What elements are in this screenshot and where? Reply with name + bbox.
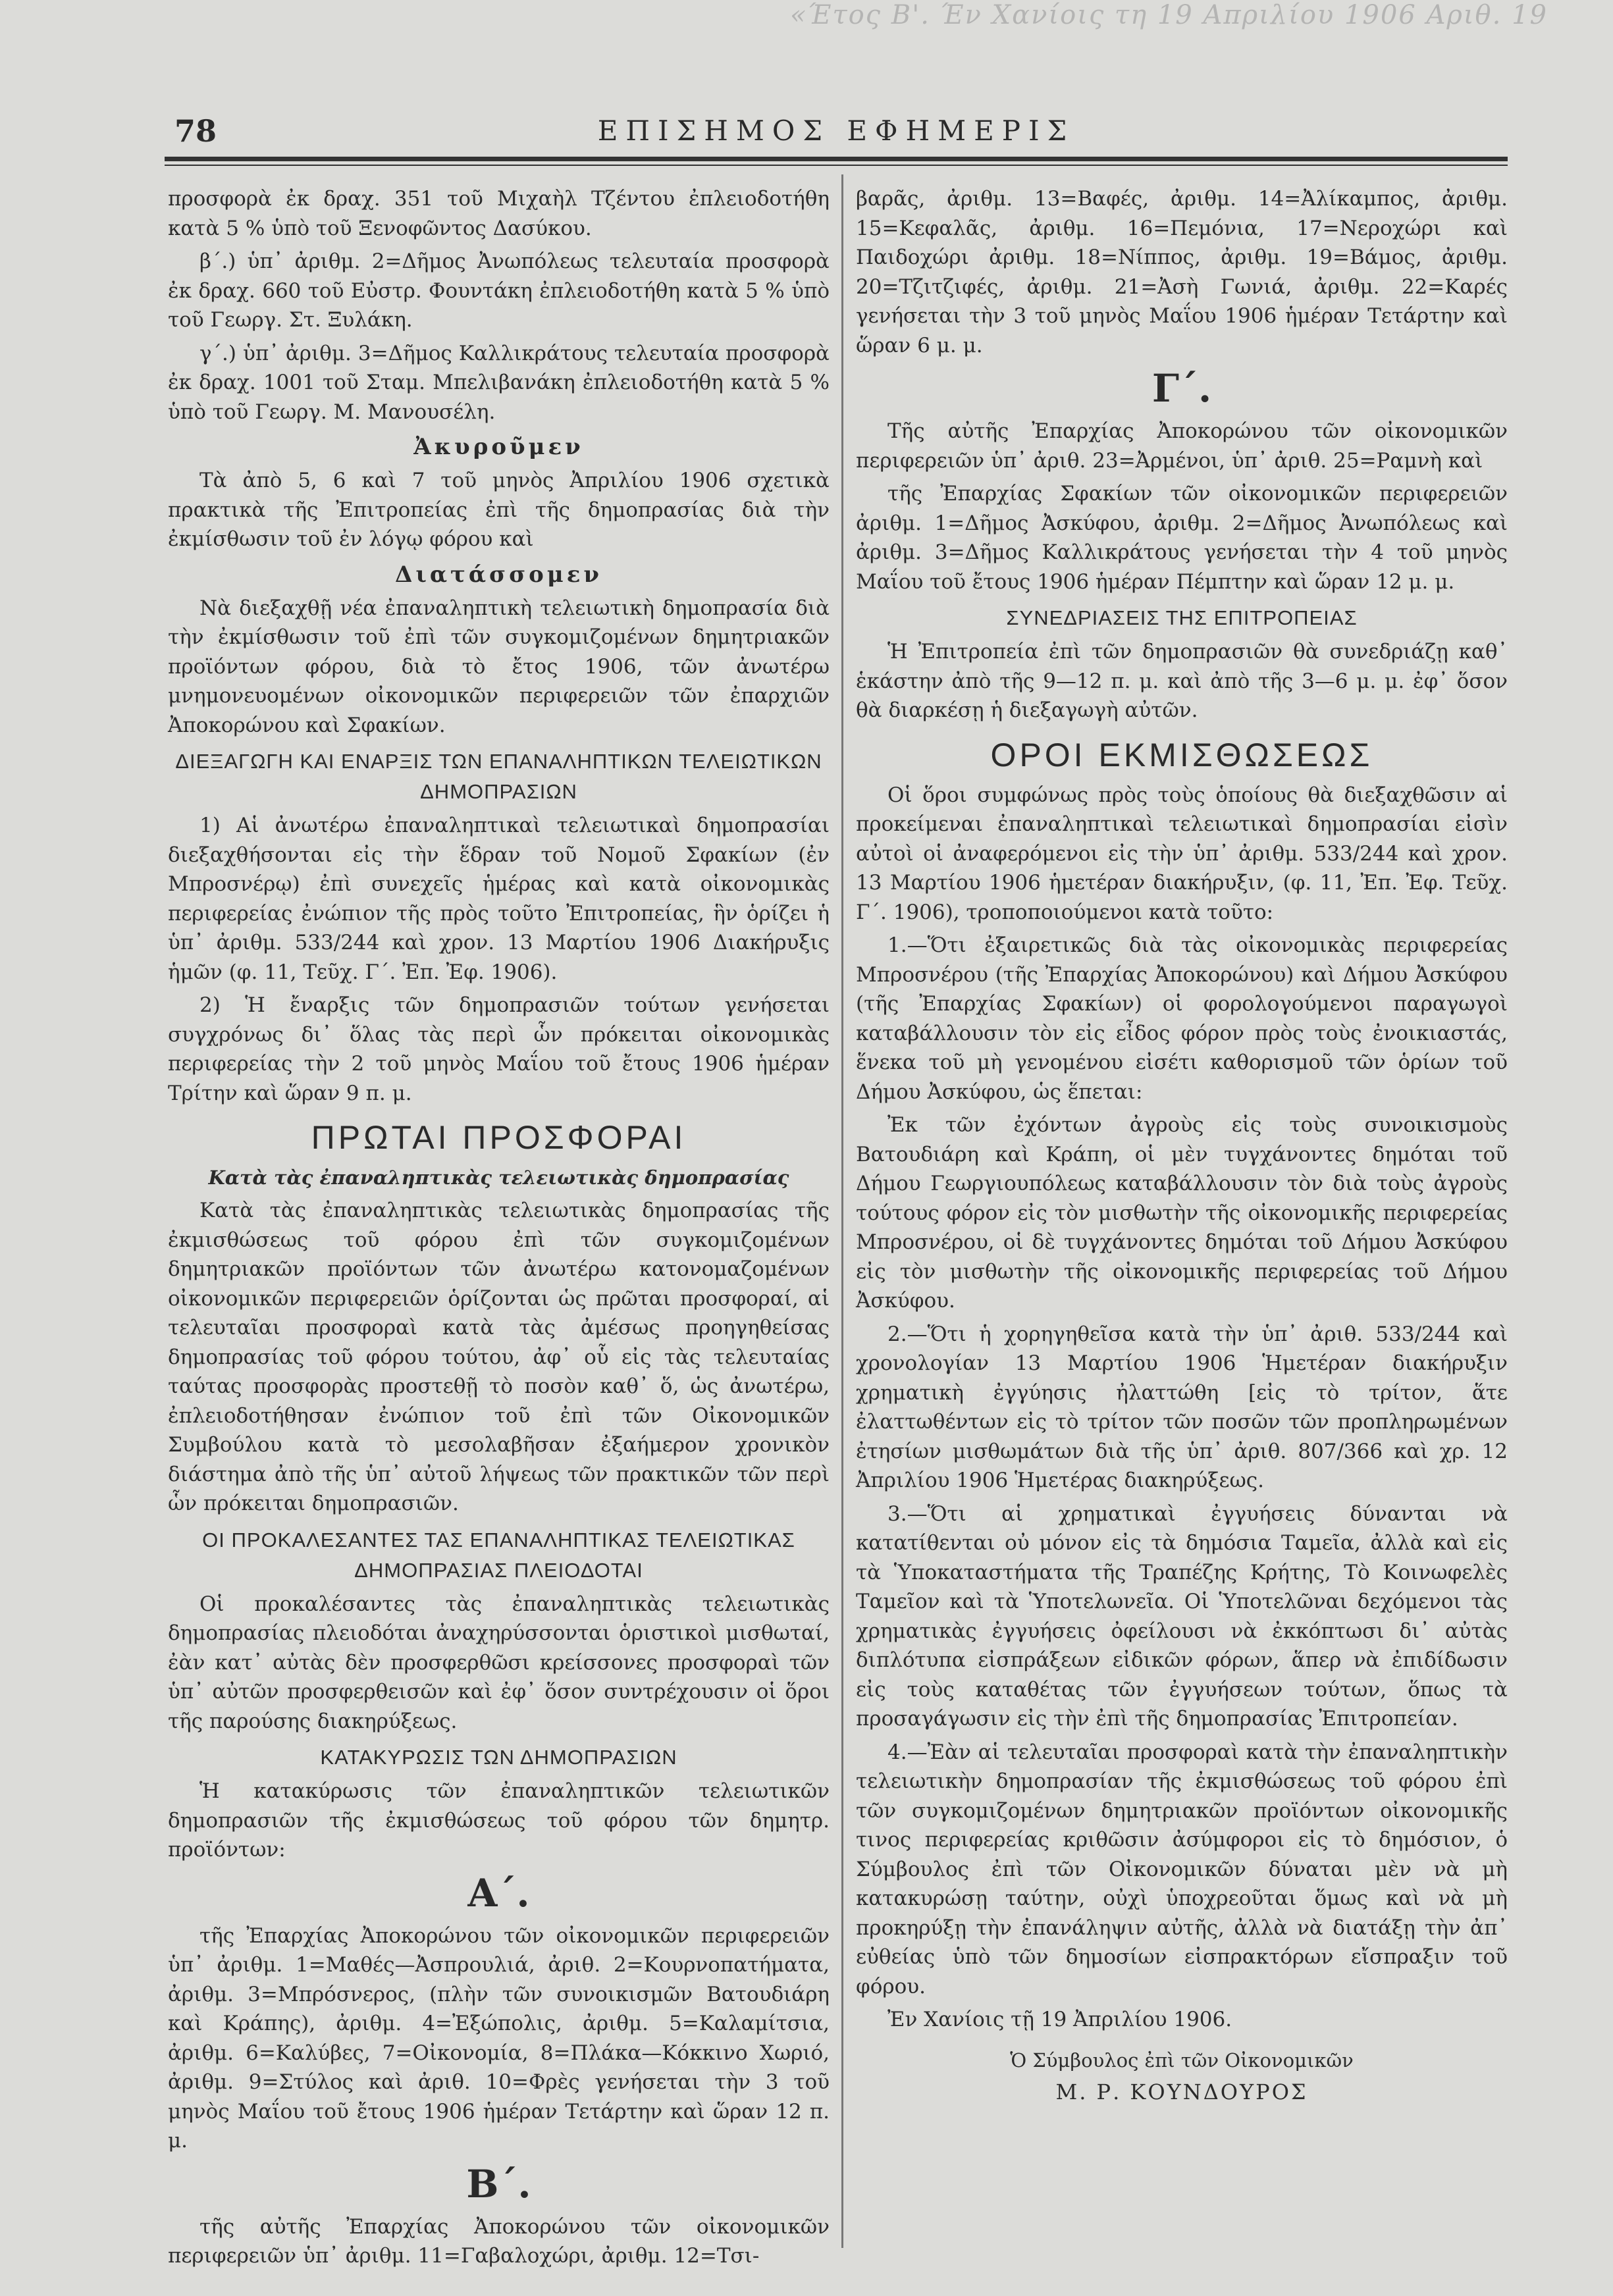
paragraph: βαρᾶς, ἀριθμ. 13=Βαφές, ἀριθμ. 14=Ἀλίκαμπος, ἀριθμ. 15=Κεφαλᾶς, ἀριθμ. 16=Πεμόνια, 17=Νεροχώρι καὶ Παιδοχώρι ἀριθμ. 18=Νίππος, ἀριθμ. 19=Βάμος, ἀριθμ. 20=Τζιτζιφές, ἀριθμ. 21=Ἀσὴ Γωνιά, ἀριθμ. 22=Καρές γενήσεται τὴν 3 τοῦ μηνὸς Μαΐου 1906 ἡμέραν Τετάρτην καὶ ὥραν 6 μ. μ. [856, 187, 1508, 357]
paragraph: Ἡ κατακύρωσις τῶν ἐπαναληπτικῶν τελειωτικῶν δημοπρασιῶν τῆς ἐκμισθώσεως τοῦ φόρου τῶν δημητρ. προϊόντων: [168, 1779, 830, 1862]
paragraph: Ἡ Ἐπιτροπεία ἐπὶ τῶν δημοπρασιῶν θὰ συνεδριάζῃ καθ᾽ ἑκάστην ἀπὸ τῆς 9—12 π. μ. καὶ ἀπὸ τῆς 3—6 μ. μ. ἐφ᾽ ὅσον θὰ διαρκέσῃ ἡ διεξαγωγὴ αὐτῶν. [856, 640, 1508, 722]
subheading: Κατὰ τὰς ἐπαναληπτικὰς τελειωτικὰς δημοπρασίας [208, 1166, 789, 1189]
paragraph: 2) Ἡ ἔναρξις τῶν δημοπρασιῶν τούτων γενήσεται συγχρόνως δι᾽ ὅλας τὰς περὶ ὧν πρόκειται οἰκονομικὰς περιφερείας τὴν 2 τοῦ μηνὸς Μαΐου τοῦ ἔτους 1906 ἡμέραν Τρίτην καὶ ὥραν 9 π. μ. [168, 993, 830, 1105]
section-letter: Β΄. [466, 2161, 531, 2206]
paragraph: 1) Αἱ ἀνωτέρω ἐπαναληπτικαὶ τελειωτικαὶ δημοπρασίαι διεξαχθήσονται εἰς τὴν ἕδραν τοῦ Νομοῦ Σφακίων (ἐν Μπροσνέρῳ) ἐπὶ συνεχεῖς ἡμέρας καὶ κατὰ οἰκονομικὰς περιφερείας ἐνώπιον τῆς πρὸς τοῦτο Ἐπιτροπείας, ἣν ὁρίζει ἡ ὑπ᾽ ἀριθμ. 533/244 καὶ χρον. 13 Μαρτίου 1906 Διακήρυξις ἡμῶν (φ. 11, Τεῦχ. Γ΄. Ἐπ. Ἐφ. 1906). [168, 814, 830, 984]
paragraph: τῆς αὐτῆς Ἐπαρχίας Ἀποκορώνου τῶν οἰκονομικῶν περιφερειῶν ὑπ᾽ ἀριθμ. 11=Γαβαλοχώρι, ἀριθμ. 12=Τσι- [168, 2214, 830, 2268]
paragraph: Κατὰ τὰς ἐπαναληπτικὰς τελειωτικὰς δημοπρασίας τῆς ἐκμισθώσεως τοῦ φόρου ἐπὶ τῶν συγκομιζομένων δημητριακῶν προϊόντων τῶν ἀνωτέρω κατονομαζομένων οἰκονομικῶν περιφερειῶν ὁρίζονται ὡς πρῶται προσφοραί, αἱ τελευταῖαι προσφοραὶ κατὰ τὰς ἀμέσως προηγηθείσας δημοπρασίας τοῦ φόρου τούτου, ἀφ᾽ οὗ εἰς τὰς τελευταίας ταύτας προσφορὰς προστεθῇ τὸ ποσὸν καθ᾽ ὅ, ὡς ἀνωτέρω, ἐπλειοδοτήθησαν ἐνώπιον τοῦ ἐπὶ τῶν Οἰκονομικῶν Συμβούλου κατὰ τὸ μεσολαβῆσαν ἐξαήμερον χρονικὸν διάστημα ἀπὸ τῆς ὑπ᾽ αὐτοῦ λήψεως τῶν πρακτικῶν τῶν περὶ ὧν πρόκειται δημοπρασιῶν. [168, 1199, 830, 1515]
paragraph: 3.—Ὅτι αἱ χρηματικαὶ ἐγγυήσεις δύνανται νὰ κατατίθενται οὐ μόνον εἰς τὰ δημόσια Ταμεῖα, ἀλλὰ καὶ εἰς τὰ Ὑποκαταστήματα τῆς Τραπέζης Κρήτης, Τὸ Κοινωφελὲς Ταμεῖον καὶ τὰ Ὑποτελωνεῖα. Οἱ Ὑποτελῶναι δεχόμενοι τὰς χρηματικὰς ἐγγυήσεις ὀφείλουσι νὰ ἐκκόπτωσι δι᾽ αὐτὰς διπλότυπα εἰσπράξεων εἰδικῶν φόρων, ἅπερ νὰ ἐπιδίδωσιν εἰς τοὺς καταθέτας τῶν ἐγγυήσεων τούτων, ὅπως τὰ προσαγάγωσιν εἰς τὴν ἐπὶ τῆς δημοπρασίας Ἐπιτροπείαν. [856, 1501, 1508, 1731]
section-heading-large: ΟΡΟΙ ΕΚΜΙΣΘΩΣΕΩΣ [990, 736, 1373, 773]
section-heading: Διατάσσομεν [395, 561, 602, 588]
bleed-through-text: «Έτος Β'. Έν Χανίοις τη 19 Απριλίου 1906 Αριθ. 19 [790, 0, 1548, 30]
paragraph: τῆς Ἐπαρχίας Ἀποκορώνου τῶν οἰκονομικῶν περιφερειῶν ὑπ᾽ ἀριθμ. 1=Μαθές—Ἀσπρουλιά, ἀριθ. 2=Κουρνοπατήματα, ἀριθμ. 3=Μπρόσνερος, (πλὴν τῶν συνοικισμῶν Βατουδιάρη καὶ Κράπης), ἀριθμ. 4=Ἐξώπολις, ἀριθμ. 5=Καλαμίτσια, ἀριθμ. 6=Καλύβες, 7=Οἰκονομία, 8=Πλάκα—Κόκκινο Χωριό, ἀριθμ. 9=Στύλος καὶ ἀριθ. 10=Φρὲς γενήσεται τὴν 3 τοῦ μηνὸς Μαΐου τοῦ ἔτους 1906 ἡμέραν Τετάρτην καὶ ὥραν 12 π. μ. [168, 1923, 830, 2152]
section-heading: ΣΥΝΕΔΡΙΑΣΕΙΣ ΤΗΣ ΕΠΙΤΡΟΠΕΙΑΣ [1006, 606, 1358, 629]
paragraph: Νὰ διεξαχθῇ νέα ἐπαναληπτικὴ τελειωτικὴ δημοπρασία διὰ τὴν ἐκμίσθωσιν τοῦ ἐπὶ τῶν συγκομιζομένων δημητριακῶν προϊόντων φόρου, διὰ τὸ ἔτος 1906, τῶν ἀνωτέρω μνημονευομένων οἰκονομικῶν περιφερειῶν τῶν ἐπαρχιῶν Ἀποκορώνου καὶ Σφακίων. [168, 596, 830, 737]
paragraph: Οἱ ὅροι συμφώνως πρὸς τοὺς ὁποίους θὰ διεξαχθῶσιν αἱ προκείμεναι ἐπαναληπτικαὶ τελειωτικαὶ δημοπρασίαι εἰσὶν αὐτοὶ οἱ ἀναφερόμενοι εἰς τὴν ὑπ᾽ ἀριθμ. 533/244 καὶ χρον. 13 Μαρτίου 1906 ἡμετέραν διακήρυξιν, (φ. 11, Ἐπ. Ἐφ. Τεῦχ. Γ΄. 1906), τροποποιούμενοι κατὰ τοῦτο: [856, 783, 1508, 924]
running-title: ΕΠΙΣΗΜΟΣ ΕΦΗΜΕΡΙΣ [597, 115, 1075, 147]
header-rule-thick [165, 157, 1508, 161]
right-column [856, 184, 1508, 2110]
paragraph: γ΄.) ὑπ᾽ ἀριθμ. 3=Δῆμος Καλλικράτους τελευταία προσφορὰ ἐκ δραχ. 1001 τοῦ Σταμ. Μπελιβανάκη ἐπλειοδοτήθη κατὰ 5 % ὑπὸ τοῦ Γεωργ. Μ. Μανουσέλη. [168, 341, 830, 424]
paragraph: Οἱ προκαλέσαντες τὰς ἐπαναληπτικὰς τελειωτικὰς δημοπρασίας πλειοδόται ἀναχηρύσσονται ὁριστικοὶ μισθωταί, ἐὰν κατ᾽ αὐτὰς δὲν προσφερθῶσι κρείσσονες προσφοραὶ τῶν ὑπ᾽ αὐτῶν προσφερθεισῶν καὶ ἐφ᾽ ὅσον συντρέχουσιν οἱ ὅροι τῆς παρούσης διακηρύξεως. [168, 1592, 830, 1733]
left-column [168, 184, 830, 2275]
paragraph: 2.—Ὅτι ἡ χορηγηθεῖσα κατὰ τὴν ὑπ᾽ ἀριθ. 533/244 καὶ χρονολογίαν 13 Μαρτίου 1906 Ἡμετέραν διακήρυξιν χρηματικὴ ἐγγύησις ἠλαττώθη [εἰς τὸ τρίτον, ἅτε ἐλαττωθέντων εἰς τὸ τρίτον τῶν ποσῶν τῶν προπληρωμένων ἐτησίων μισθωμάτων διὰ τῆς ὑπ᾽ ἀριθ. 807/366 καὶ χρ. 12 Ἀπριλίου 1906 Ἡμετέρας διακηρύξεως. [856, 1322, 1508, 1492]
paragraph: Ἐκ τῶν ἐχόντων ἀγροὺς εἰς τοὺς συνοικισμοὺς Βατουδιάρη καὶ Κράπη, οἱ μὲν τυγχάνοντες δημόται τοῦ Δήμου Γεωργιουπόλεως καταβάλλουσιν τὸν διὰ τοὺς ἀγροὺς τούτους φόρον εἰς τὸν μισθωτὴν τῆς οἰκονομικῆς περιφερείας Μπροσνέρου, οἱ δὲ τυγχάνοντες δημόται τοῦ Δήμου Ἀσκύφου εἰς τὸν μισθωτὴν τῆς οἰκονομικῆς περιφερείας τοῦ Δήμου Ἀσκύφου. [856, 1113, 1508, 1313]
section-heading: ΟΙ ΠΡΟΚΑΛΕΣΑΝΤΕΣ ΤΑΣ ΕΠΑΝΑΛΗΠΤΙΚΑΣ ΤΕΛΕΙΩΤΙΚΑΣ ΔΗΜΟΠΡΑΣΙΑΣ ΠΛΕΙΟΔΟΤΑΙ [202, 1528, 795, 1582]
paragraph: προσφορὰ ἐκ δραχ. 351 τοῦ Μιχαὴλ Τζέντου ἐπλειοδοτήθη κατὰ 5 % ὑπὸ τοῦ Ξενοφῶντος Δασύκου. [168, 187, 830, 240]
paragraph: Τὰ ἀπὸ 5, 6 καὶ 7 τοῦ μηνὸς Ἀπριλίου 1906 σχετικὰ πρακτικὰ τῆς Ἐπιτροπείας ἐπὶ τῆς δημοπρασίας διὰ τὴν ἐκμίσθωσιν τοῦ ἐν λόγῳ φόρου καὶ [168, 469, 830, 551]
section-letter: Α΄. [467, 1870, 530, 1916]
paragraph: Τῆς αὐτῆς Ἐπαρχίας Ἀποκορώνου τῶν οἰκονομικῶν περιφερειῶν ὑπ᾽ ἀριθ. 23=Ἀρμένοι, ὑπ᾽ ἀριθ. 25=Ραμνὴ καὶ [856, 419, 1508, 473]
paragraph: β΄.) ὑπ᾽ ἀριθμ. 2=Δῆμος Ἀνωπόλεως τελευταία προσφορὰ ἐκ δραχ. 660 τοῦ Εὐστρ. Φουντάκη ἐπλειοδοτήθη κατὰ 5 % ὑπὸ τοῦ Γεωργ. Στ. Ξυλάκη. [168, 249, 830, 332]
section-heading: ΔΙΕΞΑΓΩΓΗ ΚΑΙ ΕΝΑΡΞΙΣ ΤΩΝ ΕΠΑΝΑΛΗΠΤΙΚΩΝ ΤΕΛΕΙΩΤΙΚΩΝ ΔΗΜΟΠΡΑΣΙΩΝ [175, 750, 822, 803]
column-divider [841, 174, 843, 2248]
date-line: Ἐν Χανίοις τῇ 19 Ἀπριλίου 1906. [887, 2008, 1232, 2031]
signatory-title: Ὁ Σύμβουλος ἐπὶ τῶν Οἰκονομικῶν [1010, 2049, 1354, 2072]
page-header [165, 105, 1508, 158]
paragraph: 1.—Ὅτι ἐξαιρετικῶς διὰ τὰς οἰκονομικὰς περιφερείας Μπροσνέρου (τῆς Ἐπαρχίας Ἀποκορώνου) καὶ Δήμου Ἀσκύφου (τῆς Ἐπαρχίας Σφακίων) οἱ φορολογούμενοι παραγωγοὶ καταβάλλουσιν τὸν εἰς εἶδος φόρον πρὸς τοὺς ἐνοικιαστάς, ἕνεκα τοῦ μὴ γενομένου εἰσέτι καθορισμοῦ τῶν ὁρίων τοῦ Δήμου Ἀσκύφου, ὡς ἕπεται: [856, 933, 1508, 1104]
section-heading-large: ΠΡΩΤΑΙ ΠΡΟΣΦΟΡΑΙ [311, 1119, 687, 1156]
page-number: 78 [174, 113, 217, 149]
signatory-name: Μ. Ρ. ΚΟΥΝΔΟΥΡΟΣ [1055, 2079, 1308, 2104]
header-rule-thin [165, 165, 1508, 166]
section-heading: ΚΑΤΑΚΥΡΩΣΙΣ ΤΩΝ ΔΗΜΟΠΡΑΣΙΩΝ [320, 1746, 677, 1769]
paragraph: 4.—Ἐὰν αἱ τελευταῖαι προσφοραὶ κατὰ τὴν ἐπαναληπτικὴν τελειωτικὴν δημοπρασίαν τῆς ἐκμισθώσεως τοῦ φόρου ἐπὶ τῶν συγκομιζομένων δημητριακῶν προϊόντων οἰκονομικῆς τινος περιφερείας κριθῶσιν ἀσύμφοροι εἰς τὸ δημόσιον, ὁ Σύμβουλος ἐπὶ τῶν Οἰκονομικῶν δύναται μὲν νὰ μὴ κατακυρώσῃ ταύτην, οὐχὶ ὑποχρεοῦται ὅμως καὶ νὰ μὴ προκηρύξῃ τὴν ἐπανάληψιν αὐτῆς, ἀλλὰ νὰ διατάξῃ τὴν ἀπ᾽ εὐθείας ὑπὸ τῶν δημοσίων εἰσπρακτόρων εἴσπραξιν τοῦ φόρου. [856, 1740, 1508, 1998]
paragraph: τῆς Ἐπαρχίας Σφακίων τῶν οἰκονομικῶν περιφερειῶν ἀριθμ. 1=Δῆμος Ἀσκύφου, ἀριθμ. 2=Δῆμος Ἀνωπόλεως καὶ ἀριθμ. 3=Δῆμος Καλλικράτους γενήσεται τὴν 4 τοῦ μηνὸς Μαΐου τοῦ ἔτους 1906 ἡμέραν Πέμπτην καὶ ὥραν 12 μ. μ. [856, 482, 1508, 594]
section-heading: Ἀκυροῦμεν [413, 434, 584, 460]
section-letter: Γ΄. [1151, 366, 1212, 411]
